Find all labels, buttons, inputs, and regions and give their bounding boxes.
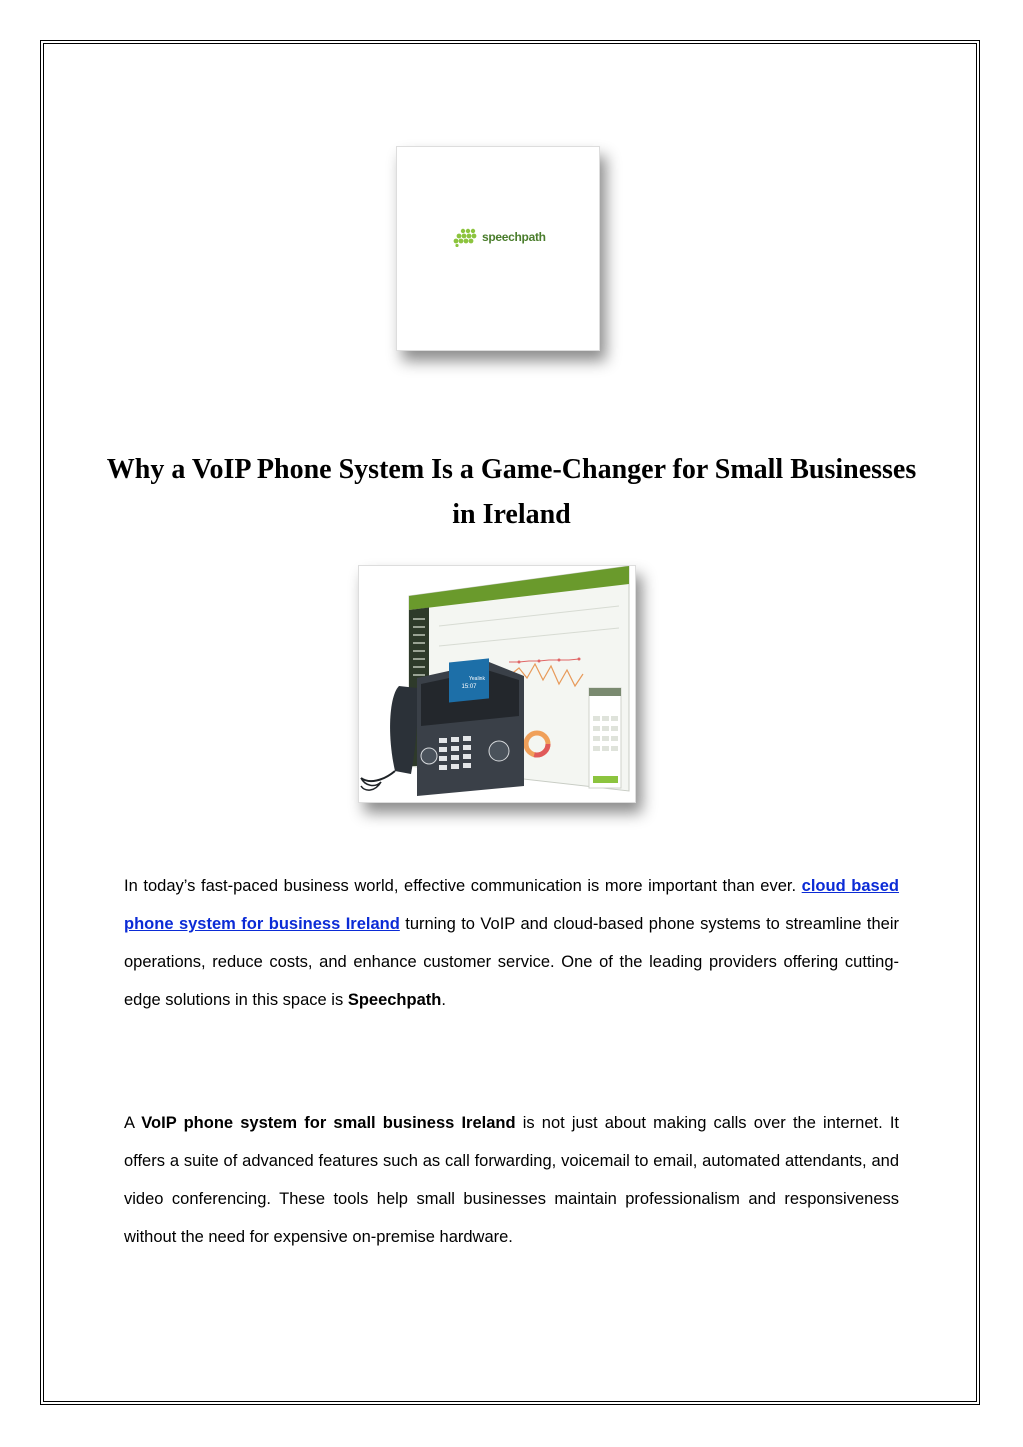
logo-wordmark: speechpath	[482, 230, 546, 244]
intro-text: In today’s fast-paced business world, effective communication is more important than ever.	[124, 877, 802, 895]
features-bold-phrase: VoIP phone system for small business Ireland	[141, 1114, 516, 1132]
desk-phone	[361, 658, 524, 796]
phone-brand-label: Yealink	[469, 676, 485, 682]
page-title: Why a VoIP Phone System Is a Game-Changer for Small Businesses in Ireland	[106, 454, 917, 530]
intro-text-continued: turning to VoIP and cloud-based phone systems to streamline their operations, reduce costs, and enhance customer service. One of the leading providers offering cutting-edge solutions in this space is	[124, 915, 899, 1009]
phone-screen-time: 15:07	[461, 684, 477, 690]
intro-paragraph	[124, 867, 899, 1019]
logo-card	[396, 146, 600, 351]
features-start: A	[124, 1114, 142, 1132]
speechpath-logo	[453, 227, 546, 247]
features-text: is not just about making calls over the internet. It offers a suite of advanced features such as call forwarding, voicemail to email, automated attendants, and video conferencing. These tools help small businesses maintain professionalism and responsiveness without the need for expensive on-premise hardware.	[124, 1114, 899, 1246]
features-paragraph	[124, 1104, 899, 1256]
speechpath-dots-icon	[453, 227, 479, 247]
product-image	[358, 565, 636, 803]
voip-phone-and-dashboard-illustration	[359, 566, 635, 802]
cloud-phone-system-link[interactable]: cloud based phone system for business Ireland	[124, 877, 899, 933]
brand-name: Speechpath	[347, 991, 442, 1009]
intro-end: .	[441, 991, 446, 1009]
